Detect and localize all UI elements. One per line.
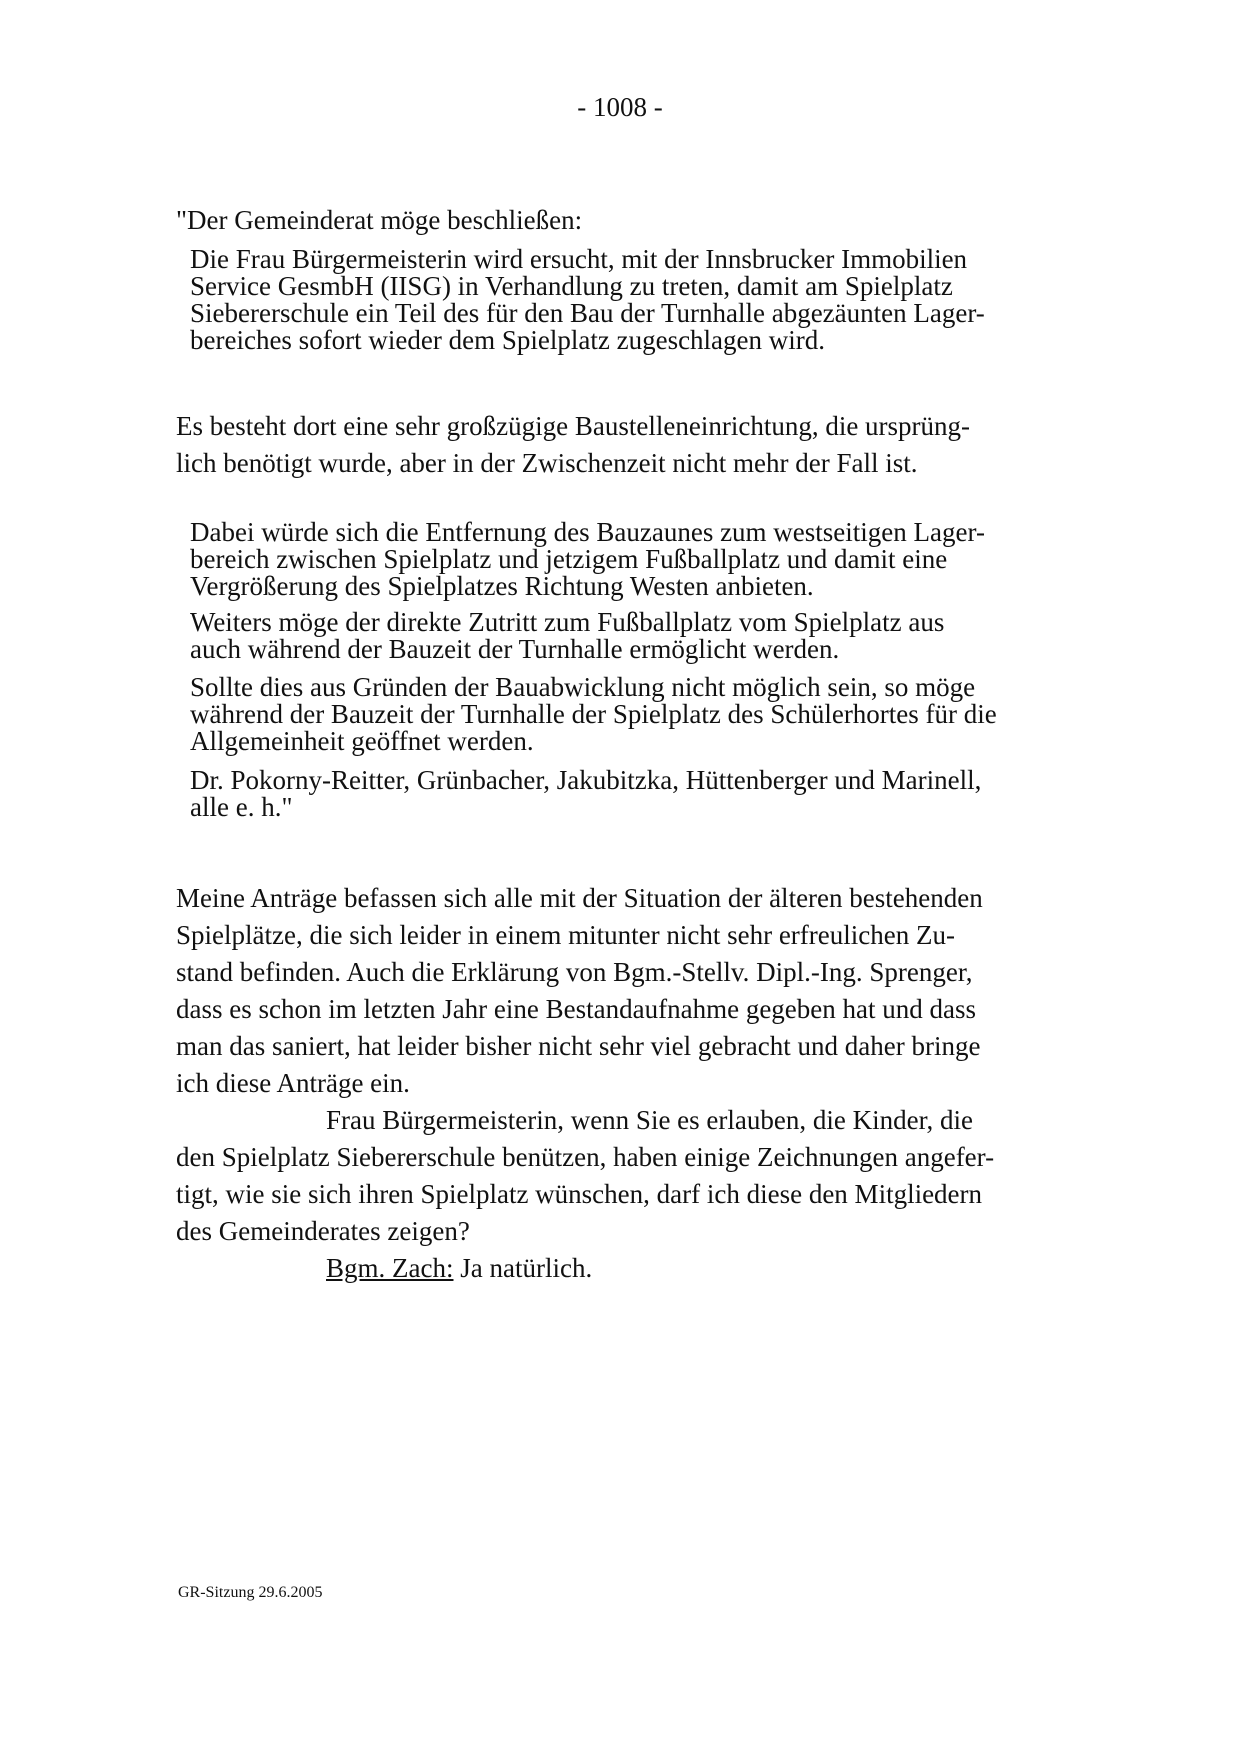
motion-request [190,246,985,354]
speech-line: Meine Anträge befassen sich alle mit der Situation der älteren bestehenden [176,883,983,913]
motion-request-line: bereiches sofort wieder dem Spielplatz zugeschlagen wird. [190,325,826,355]
motion-paragraph [190,674,997,755]
motion-paragraph-line: Dr. Pokorny-Reitter, Grünbacher, Jakubitzka, Hüttenberger und Marinell, [190,765,982,795]
reply-text: Ja natürlich. [453,1253,593,1283]
motion-paragraph-line: Vergrößerung des Spielplatzes Richtung Westen anbieten. [190,571,814,601]
motion-intro [176,202,582,239]
speech-line: dass es schon im letzten Jahr eine Bestandaufnahme gegeben hat und dass [176,994,977,1024]
motion-request-line: Die Frau Bürgermeisterin wird ersucht, mit der Innsbrucker Immobilien [190,244,968,274]
motion-justification [176,408,970,482]
motion-request-line: Service GesmbH (IISG) in Verhandlung zu treten, damit am Spielplatz [190,271,953,301]
motion-signatories [190,767,981,821]
motion-paragraph-line: Weiters möge der direkte Zutritt zum Fußballplatz vom Spielplatz aus [190,607,945,637]
motion-request-line: Siebererschule ein Teil des für den Bau der Turnhalle abgezäunten Lager- [190,298,985,328]
motion-paragraph-line: auch während der Bauzeit der Turnhalle ermöglicht werden. [190,634,840,664]
page-number: - 1008 - [577,92,663,122]
speech-line: Spielplätze, die sich leider in einem mitunter nicht sehr erfreulichen Zu- [176,920,955,950]
motion-paragraph-line: Sollte dies aus Gründen der Bauabwicklung nicht möglich sein, so möge [190,672,976,702]
speech-line: den Spielplatz Siebererschule benützen, haben einige Zeichnungen angefer- [176,1142,995,1172]
footer: GR-Sitzung 29.6.2005 [178,1584,323,1601]
speech-line: ich diese Anträge ein. [176,1068,410,1098]
speech-line: man das saniert, hat leider bisher nicht sehr viel gebracht und daher bringe [176,1031,981,1061]
motion-paragraph [190,609,944,663]
motion-paragraph-line: während der Bauzeit der Turnhalle der Spielplatz des Schülerhortes für die [190,699,997,729]
motion-paragraph-line: bereich zwischen Spielplatz und jetzigem Fußballplatz und damit eine [190,544,948,574]
motion-paragraph-line: alle e. h." [190,792,293,822]
justification-line: Es besteht dort eine sehr großzügige Baustelleneinrichtung, die ursprüng- [176,411,971,441]
justification-line: lich benötigt wurde, aber in der Zwischenzeit nicht mehr der Fall ist. [176,448,918,478]
speech-line: Frau Bürgermeisterin, wenn Sie es erlauben, die Kinder, die [326,1105,973,1135]
motion-intro-line: "Der Gemeinderat möge beschließen: [176,205,583,235]
motion-paragraph-line: Allgemeinheit geöffnet werden. [190,726,534,756]
speech-line: tigt, wie sie sich ihren Spielplatz wünschen, darf ich diese den Mitgliedern [176,1179,983,1209]
speech-line: stand befinden. Auch die Erklärung von Bgm.-Stellv. Dipl.-Ing. Sprenger, [176,957,973,987]
speech-block [176,880,994,1287]
reply-line [176,1250,994,1287]
speech-line: des Gemeinderates zeigen? [176,1216,470,1246]
motion-paragraph [190,519,985,600]
reply-speaker: Bgm. Zach: [326,1253,454,1283]
motion-paragraph-line: Dabei würde sich die Entfernung des Bauzaunes zum westseitigen Lager- [190,517,985,547]
